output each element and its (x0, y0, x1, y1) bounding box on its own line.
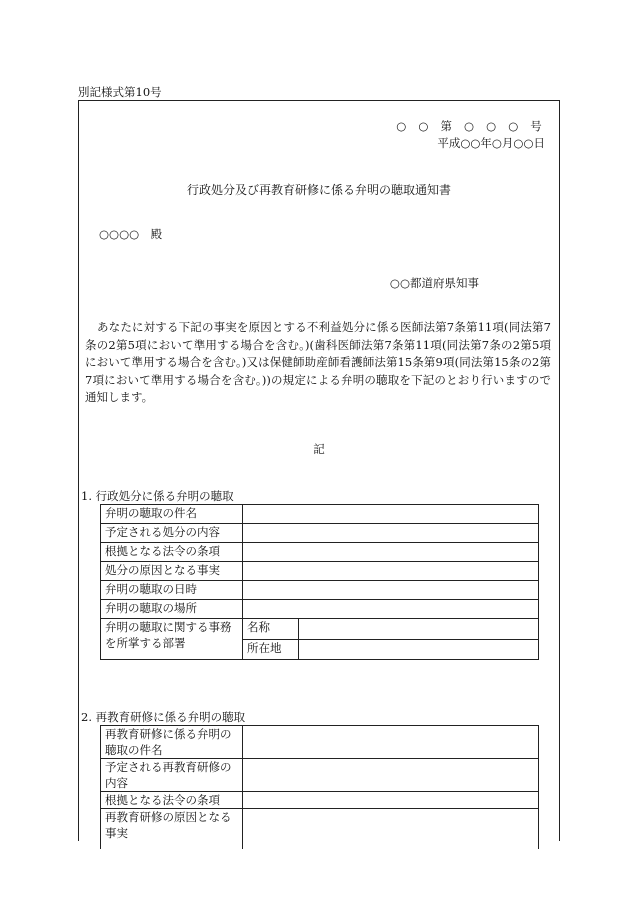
row-label: 弁明の聴取の件名 (101, 505, 243, 524)
value-cell (299, 639, 539, 660)
table-row (101, 524, 539, 543)
row-label: 根拠となる法令の条項 (101, 792, 243, 809)
ki-heading: 記 (313, 442, 325, 456)
value-cell (243, 562, 539, 581)
row-label: 再教育研修に係る弁明の聴取の件名 (101, 726, 243, 759)
table-row (101, 581, 539, 600)
table-row (101, 726, 539, 759)
table-row (101, 792, 539, 809)
value-cell (243, 543, 539, 562)
row-label: 弁明の聴取の場所 (101, 600, 243, 619)
row-label: 予定される処分の内容 (101, 524, 243, 543)
document-date: 平成○○年○月○○日 (437, 136, 545, 150)
row-label: 再教育研修の原因となる事実 (101, 809, 243, 850)
section2-heading: 2. 再教育研修に係る弁明の聴取 (81, 710, 246, 724)
value-cell (243, 759, 539, 792)
value-cell (243, 792, 539, 809)
row-label: 予定される再教育研修の内容 (101, 759, 243, 792)
table-row (101, 543, 539, 562)
sender: ○○都道府県知事 (389, 276, 479, 290)
document-number: ○ ○ 第 ○ ○ ○ 号 (396, 119, 545, 133)
addressee: ○○○○ 殿 (99, 227, 163, 241)
value-cell (299, 619, 539, 640)
dept-address-label: 所在地 (243, 639, 299, 660)
table-row (101, 759, 539, 792)
row-label: 弁明の聴取の日時 (101, 581, 243, 600)
table-row (101, 562, 539, 581)
value-cell (243, 581, 539, 600)
table-row (101, 619, 539, 640)
value-cell (243, 524, 539, 543)
dept-name-label: 名称 (243, 619, 299, 640)
value-cell (243, 726, 539, 759)
value-cell (243, 809, 539, 850)
section2-table (100, 725, 539, 849)
row-label: 処分の原因となる事実 (101, 562, 243, 581)
document-frame (78, 100, 560, 841)
document-title: 行政処分及び再教育研修に係る弁明の聴取通知書 (186, 183, 451, 197)
table-row (101, 809, 539, 850)
form-label: 別記様式第10号 (78, 85, 162, 99)
body-paragraph: あなたに対する下記の事実を原因とする不利益処分に係る医師法第7条第11項(同法第7条の2第5項において準用する場合を含む。)(歯科医師法第7条第11項(同法第7条の2第5項において準用する場合を含む。)又は保健師助産師看護師法第15条第9項(同法第15条の2第7項において準用する場合を含む。))の規定による弁明の聴取を下記のとおり行いますので通知します。 (85, 320, 551, 404)
dept-label: 弁明の聴取に関する事務を所掌する部署 (101, 619, 243, 660)
section1-table (100, 504, 539, 660)
row-label: 根拠となる法令の条項 (101, 543, 243, 562)
section1-heading: 1. 行政処分に係る弁明の聴取 (81, 489, 234, 503)
value-cell (243, 600, 539, 619)
table-row (101, 505, 539, 524)
table-row (101, 600, 539, 619)
value-cell (243, 505, 539, 524)
